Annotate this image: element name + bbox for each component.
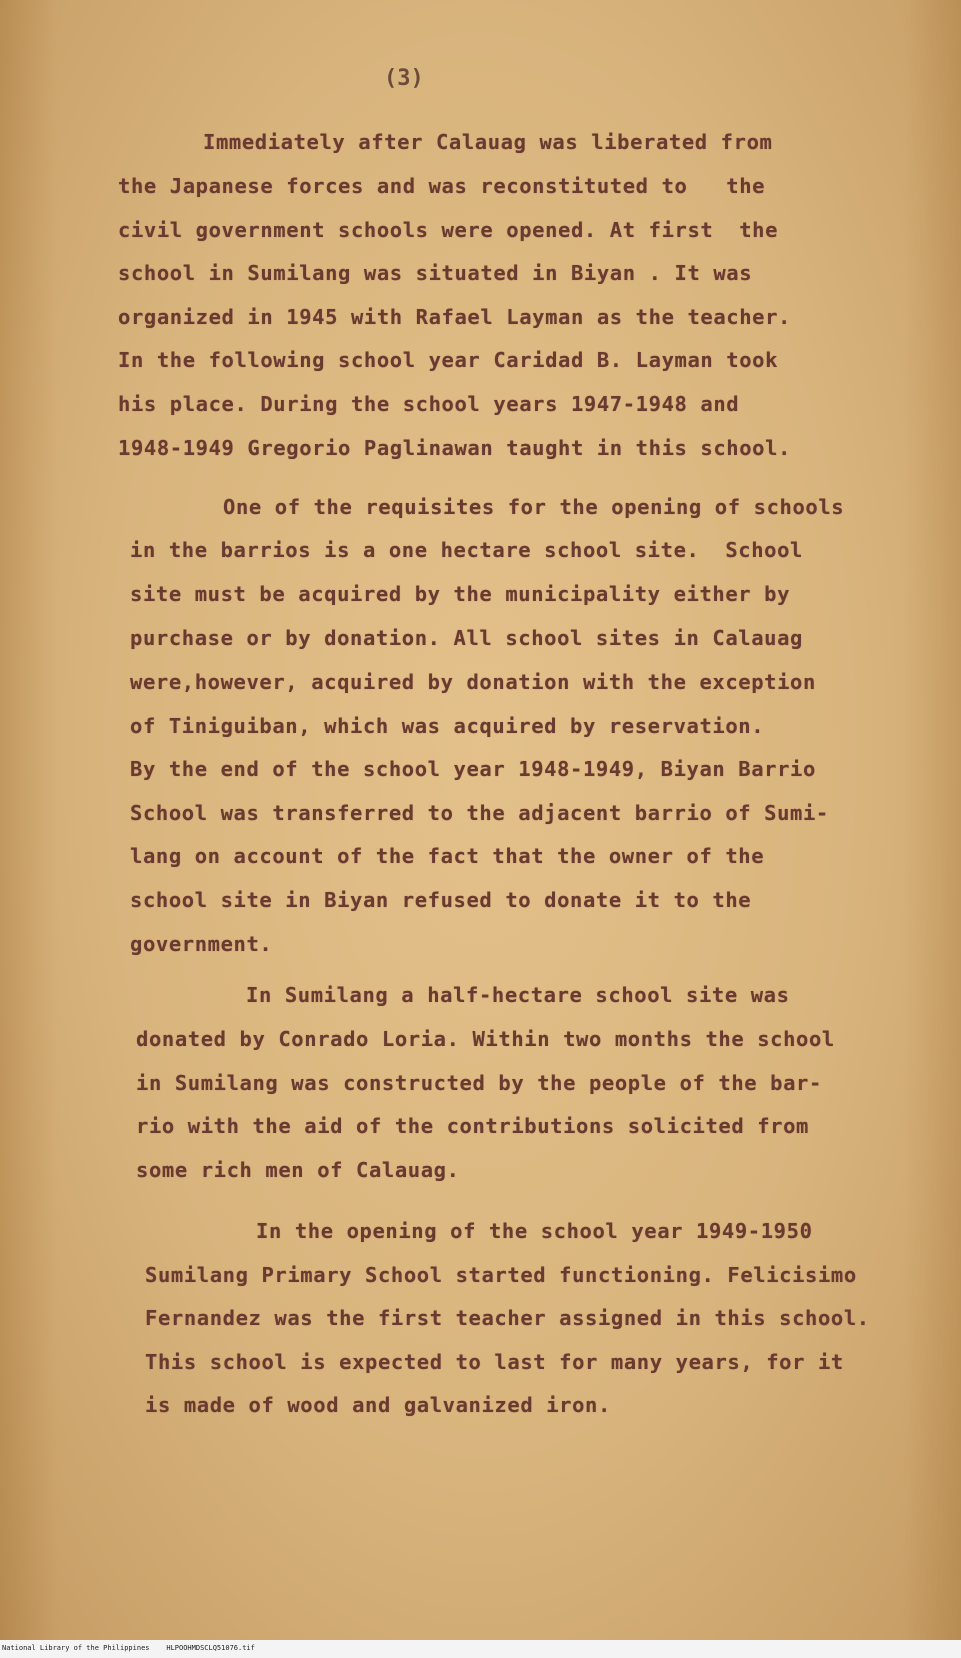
- text-line: school in Sumilang was situated in Biyan . It was: [118, 261, 753, 285]
- text-line: were,however, acquired by donation with the exception: [130, 670, 816, 694]
- text-line: Immediately after Calauag was liberated from: [203, 130, 773, 154]
- text-line: of Tiniguiban, which was acquired by reservation.: [130, 714, 765, 738]
- text-line: school site in Biyan refused to donate it to the: [130, 888, 752, 912]
- text-line: organized in 1945 with Rafael Layman as the teacher.: [118, 305, 791, 329]
- text-line: in Sumilang was constructed by the people of the bar-: [136, 1071, 822, 1095]
- text-line: 1948-1949 Gregorio Paglinawan taught in this school.: [118, 436, 791, 460]
- text-line: School was transferred to the adjacent barrio of Sumi-: [130, 801, 829, 825]
- text-line: In the opening of the school year 1949-1950: [256, 1219, 813, 1243]
- text-line: Sumilang Primary School started functioning. Felicisimo: [145, 1263, 857, 1287]
- text-line: the Japanese forces and was reconstituted to the: [118, 174, 766, 198]
- text-line: in the barrios is a one hectare school site. School: [130, 538, 803, 562]
- text-line: site must be acquired by the municipality either by: [130, 582, 791, 606]
- page-number: (3): [384, 66, 424, 91]
- text-line: donated by Conrado Loria. Within two months the school: [136, 1027, 835, 1051]
- text-line: Fernandez was the first teacher assigned in this school.: [145, 1306, 870, 1330]
- text-line: By the end of the school year 1948-1949, Biyan Barrio: [130, 757, 816, 781]
- text-line: In Sumilang a half-hectare school site was: [246, 983, 790, 1007]
- text-line: civil government schools were opened. At first the: [118, 218, 779, 242]
- show-through-text: [160, 92, 171, 113]
- text-line: rio with the aid of the contributions solicited from: [136, 1114, 809, 1138]
- text-line: This school is expected to last for many years, for it: [145, 1350, 844, 1374]
- scan-footer-label: National Library of the Philippines HLPOOHMDSCLQ51076.tif: [2, 1644, 255, 1652]
- text-line: some rich men of Calauag.: [136, 1158, 460, 1182]
- text-line: is made of wood and galvanized iron.: [145, 1393, 611, 1417]
- text-line: his place. During the school years 1947-1948 and: [118, 392, 740, 416]
- text-line: lang on account of the fact that the owner of the: [130, 844, 765, 868]
- text-line: government.: [130, 932, 273, 956]
- text-line: purchase or by donation. All school sites in Calauag: [130, 626, 803, 650]
- text-line: In the following school year Caridad B. Layman took: [118, 348, 779, 372]
- text-line: One of the requisites for the opening of schools: [223, 495, 845, 519]
